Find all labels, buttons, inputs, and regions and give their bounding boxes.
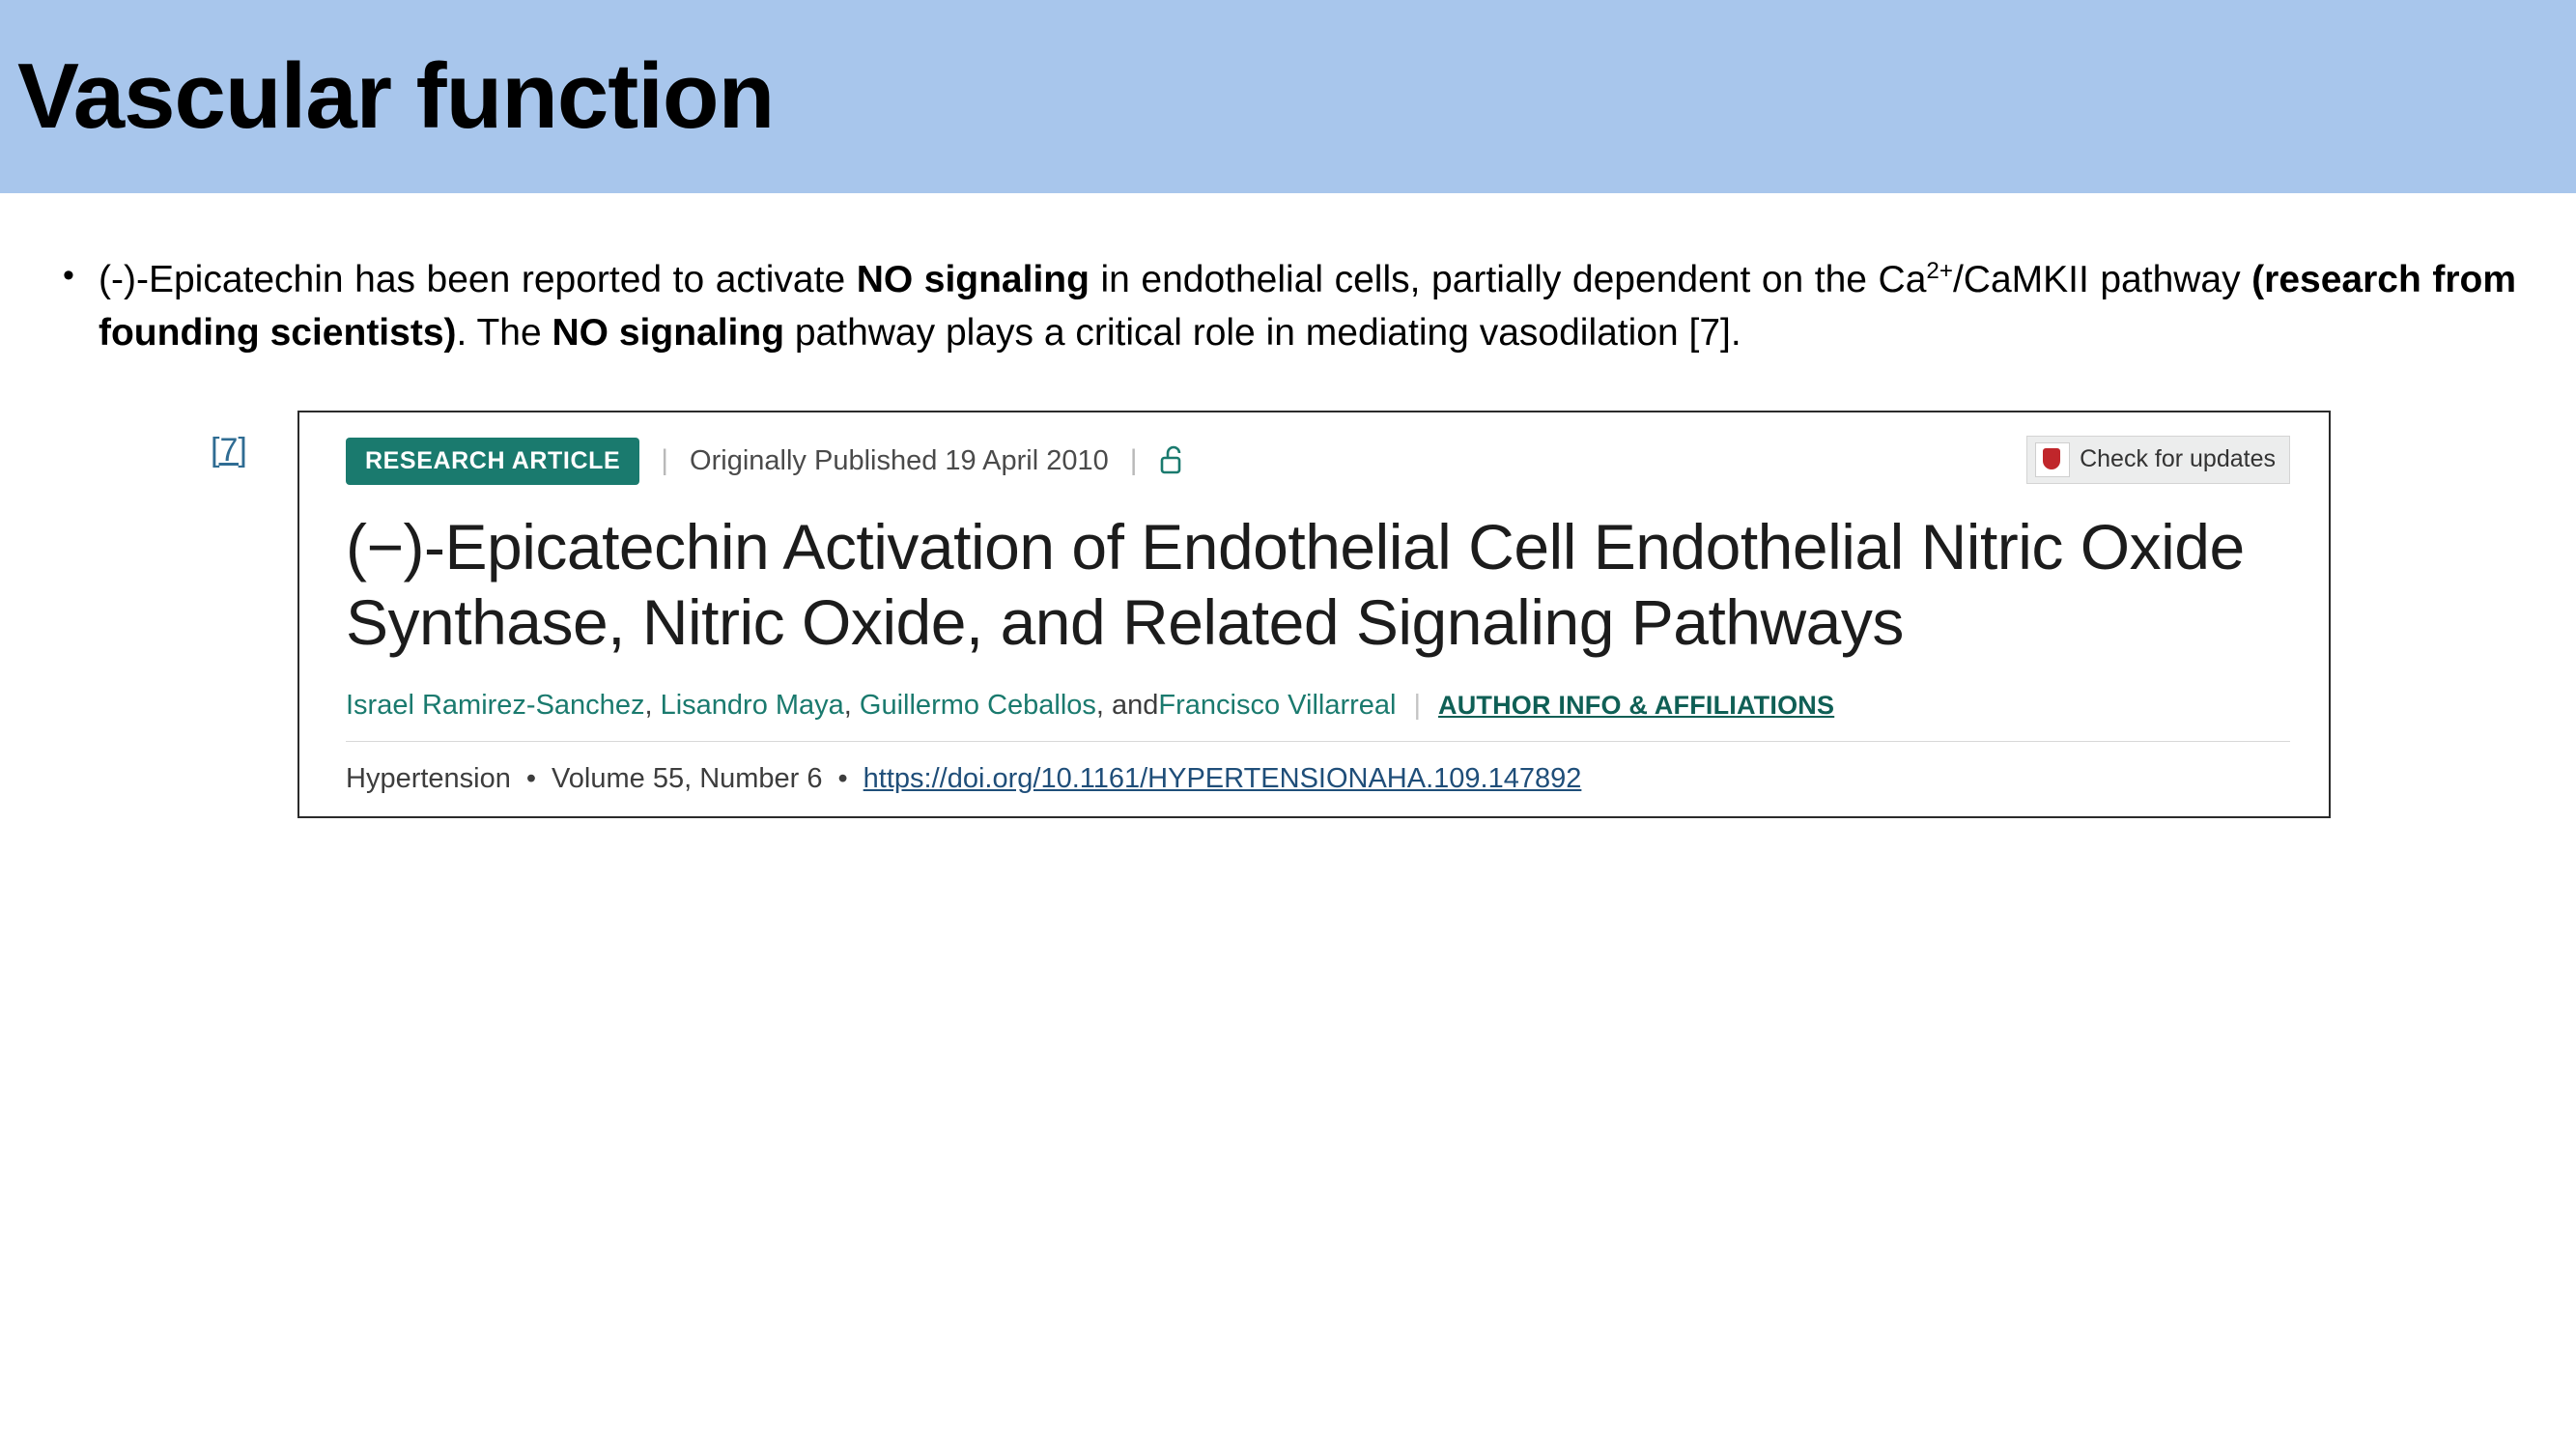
doi-link[interactable]: https://doi.org/10.1161/HYPERTENSIONAHA.109.147892 — [863, 762, 1582, 794]
bullet-text-part-4: . The — [456, 312, 552, 355]
bullet-text-part-2: in endothelial cells, partially dependent on the Ca — [1089, 259, 1927, 300]
slide-title-banner — [0, 0, 2576, 193]
bullet-bold-no-signaling-1: NO signaling — [856, 259, 1090, 300]
bullet-item — [39, 253, 2537, 360]
header-divider-2: | — [1129, 444, 1138, 477]
bullet-text-part-1: (-)-Epicatechin has been reported to activate — [99, 259, 857, 300]
journal-separator-1: • — [525, 762, 537, 794]
bullet-text-part-3: /CaMKII pathway — [1952, 259, 2252, 300]
author-separator-1: , — [644, 689, 661, 721]
article-authors-row — [346, 690, 2290, 742]
author-name-4[interactable]: Francisco Villarreal — [1158, 689, 1397, 721]
author-info-affiliations-link[interactable]: AUTHOR INFO & AFFILIATIONS — [1438, 690, 1835, 720]
bullet-superscript-charge: 2+ — [1926, 258, 1953, 284]
crossmark-icon — [2035, 442, 2070, 477]
reference-link-7[interactable]: [7] — [211, 431, 247, 469]
author-name-2[interactable]: Lisandro Maya — [660, 689, 844, 721]
article-title: (−)-Epicatechin Activation of Endothelial Cell Endothelial Nitric Oxide Synthase, Nitric Oxide, and Related Signaling Pathways — [346, 510, 2245, 658]
bullet-bold-founding-scientists: (research from founding scientists) — [99, 259, 2516, 355]
header-divider-1: | — [661, 444, 669, 477]
check-for-updates-button[interactable] — [2026, 436, 2290, 484]
bullet-marker: • — [63, 257, 74, 294]
page-title: Vascular function — [17, 44, 775, 148]
author-separator-2: , — [843, 689, 860, 721]
bullet-text-part-5: pathway plays a critical role in mediating vasodilation [7]. — [784, 312, 1741, 355]
open-lock-icon — [1159, 444, 1188, 477]
reference-card-area — [39, 411, 2537, 818]
authors-conjunction: , and — [1095, 689, 1159, 721]
slide-body — [0, 253, 2576, 818]
author-name-3[interactable]: Guillermo Ceballos — [859, 689, 1096, 721]
bullet-bold-no-signaling-2: NO signaling — [552, 312, 785, 355]
publication-date: Originally Published 19 April 2010 — [690, 444, 1109, 476]
journal-separator-2: • — [837, 762, 848, 794]
article-type-badge: RESEARCH ARTICLE — [346, 438, 639, 485]
journal-volume-number: Volume 55, Number 6 — [552, 762, 823, 794]
author-name-1[interactable]: Israel Ramirez-Sanchez — [346, 689, 645, 721]
authors-divider: | — [1413, 689, 1422, 721]
article-journal-row — [346, 763, 2290, 795]
article-card-header — [346, 438, 2290, 485]
article-preview-card — [297, 411, 2331, 818]
journal-name: Hypertension — [346, 762, 511, 794]
bullet-paragraph — [99, 253, 2537, 360]
check-for-updates-label: Check for updates — [2080, 445, 2276, 473]
